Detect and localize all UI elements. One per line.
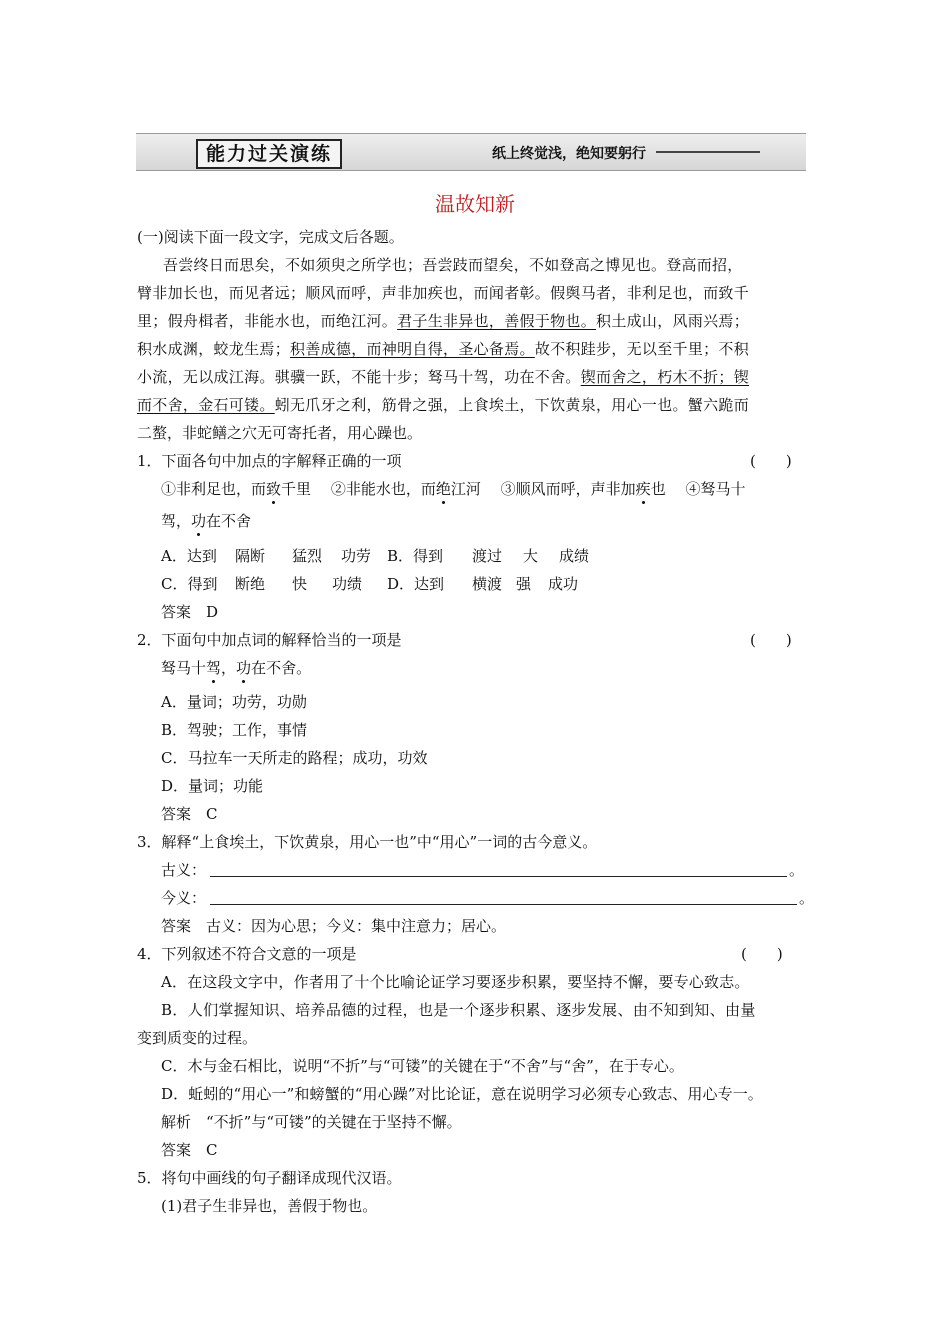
banner-decor-line <box>656 151 760 153</box>
sub-question-1: (1)君子生非异也，善假于物也。 <box>161 1197 378 1215</box>
item-text: ①非利足也，而 <box>161 480 267 498</box>
option-text: 成功 <box>548 575 579 593</box>
option-text: 隔断 <box>235 547 266 565</box>
option-text: 强 <box>516 575 532 593</box>
option-text: 猛烈 <box>292 547 323 565</box>
banner-title: 能力过关演练 <box>196 139 342 169</box>
part-intro: (一)阅读下面一段文字，完成文后各题。 <box>137 228 404 246</box>
option-text: 横渡 <box>472 575 503 593</box>
banner-slogan: 纸上终觉浅，绝知要躬行 <box>492 146 646 162</box>
passage-text: 积水成渊，蛟龙生焉； <box>137 340 291 358</box>
passage-line: 臂非加长也，而见者远；顺风而呼，声非加疾也，而闻者彰。假舆马者，非利足也，而致千 <box>137 284 750 302</box>
item-text: ④驽马十 <box>685 480 746 498</box>
option-text: C．得到 <box>161 575 218 593</box>
modern-meaning-label: 今义： <box>161 889 207 907</box>
underlined-sentence: 锲而舍之，朽木不折；锲 <box>580 368 750 386</box>
item-text: 千里 <box>281 480 312 498</box>
passage-text: 故不积跬步，无以至千里；不积 <box>534 340 750 358</box>
passage-line <box>137 310 813 332</box>
option-a: A．在这段文字中，作者用了十个比喻论证学习要逐步积累，要坚持不懈，要专心致志。 <box>161 973 750 991</box>
analysis-line: 解析 “不折”与“可镂”的关键在于坚持不懈。 <box>161 1113 462 1131</box>
question-stem: 3．解释“上食埃土，下饮黄泉，用心一也”中“用心”一词的古今意义。 <box>137 833 598 851</box>
option-c: C．马拉车一天所走的路程；成功，功效 <box>161 749 428 767</box>
dotted-char: 功 <box>236 659 252 677</box>
option-text: 快 <box>292 575 308 593</box>
option-b: B．驾驶；工作，事情 <box>161 721 308 739</box>
item-text: 在不舍 <box>206 512 252 530</box>
answer-line: 答案 D <box>161 603 219 621</box>
dotted-char: 致 <box>266 480 282 498</box>
sentence-text: 在不舍。 <box>251 659 312 677</box>
answer-bracket: ( ) <box>741 945 783 963</box>
sentence-text: 驽马十 <box>161 659 207 677</box>
option-text: 断绝 <box>235 575 266 593</box>
dotted-char: 驾 <box>206 659 222 677</box>
option-text: 渡过 <box>472 547 503 565</box>
item-text: ③顺风而呼，声非加 <box>500 480 636 498</box>
item-text: 驾， <box>161 512 192 530</box>
q2-sentence <box>161 657 311 679</box>
option-b-cont: 变到质变的过程。 <box>137 1029 258 1047</box>
q1-item-line <box>161 510 251 532</box>
answer-line: 答案 C <box>161 1141 218 1159</box>
option-d: D．蚯蚓的“用心一”和螃蟹的“用心躁”对比论证，意在说明学习必须专心致志、用心专一。 <box>161 1085 763 1103</box>
q1-options-ab <box>161 545 589 567</box>
passage-text: 里；假舟楫者，非能水也，而绝江河。 <box>137 312 398 330</box>
underlined-sentence: 积善成德，而神明自得，圣心备焉。 <box>290 340 535 358</box>
option-text: B．得到 <box>387 547 444 565</box>
passage-line: 二螯，非蛇鳝之穴无可寄托者，用心躁也。 <box>137 424 423 442</box>
answer-bracket: ( ) <box>750 631 792 649</box>
passage-text: 蚓无爪牙之利，筋骨之强，上食埃土，下饮黄泉，用心一也。蟹六跪而 <box>274 396 750 414</box>
sentence-text: ， <box>221 659 237 677</box>
passage-line <box>137 366 813 388</box>
question-stem: 1．下面各句中加点的字解释正确的一项 <box>137 452 402 470</box>
option-text: 功绩 <box>332 575 363 593</box>
question-stem: 4．下列叙述不符合文意的一项是 <box>137 945 357 963</box>
dotted-char: 疾 <box>635 480 651 498</box>
option-text: 大 <box>523 547 539 565</box>
q1-item-line <box>161 478 746 500</box>
passage-text: 积土成山，风雨兴焉； <box>596 312 750 330</box>
answer-blank[interactable] <box>210 904 797 905</box>
end-mark: 。 <box>789 861 805 879</box>
option-text: D．达到 <box>387 575 445 593</box>
underlined-sentence: 君子生非异也，善假于物也。 <box>397 312 597 330</box>
option-text: 成绩 <box>559 547 590 565</box>
answer-bracket: ( ) <box>750 452 792 470</box>
end-mark: 。 <box>799 889 815 907</box>
option-d: D．量词；功能 <box>161 777 264 795</box>
option-b: B．人们掌握知识、培养品德的过程，也是一个逐步积累、逐步发展、由不知到知、由量 <box>161 1001 756 1019</box>
passage-line <box>137 394 813 416</box>
item-text: 江河 <box>450 480 481 498</box>
item-text: ②非能水也，而 <box>330 480 436 498</box>
answer-line: 答案 C <box>161 805 218 823</box>
option-c: C．木与金石相比，说明“不折”与“可镂”的关键在于“不舍”与“舍”，在于专心。 <box>161 1057 684 1075</box>
passage-line: 吾尝终日而思矣，不如须臾之所学也；吾尝跂而望矣，不如登高之博见也。登高而招， <box>163 256 743 274</box>
passage-text: 小流，无以成江海。骐骥一跃，不能十步；驽马十驾，功在不舍。 <box>137 368 581 386</box>
answer-blank[interactable] <box>210 876 787 877</box>
answer-line: 答案 古义：因为心思；今义：集中注意力；居心。 <box>161 917 507 935</box>
option-text: 功劳 <box>341 547 372 565</box>
option-text: A．达到 <box>161 547 217 565</box>
item-text: 也 <box>650 480 666 498</box>
section-title: 温故知新 <box>435 192 515 216</box>
underlined-sentence: 而不舍，金石可镂。 <box>137 396 275 414</box>
ancient-meaning-label: 古义： <box>161 861 207 879</box>
passage-line <box>137 338 813 360</box>
question-stem: 5．将句中画线的句子翻译成现代汉语。 <box>137 1169 402 1187</box>
q1-options-cd <box>161 573 578 595</box>
option-a: A．量词；功劳，功勋 <box>161 693 307 711</box>
question-stem: 2．下面句中加点词的解释恰当的一项是 <box>137 631 402 649</box>
dotted-char: 功 <box>191 512 207 530</box>
dotted-char: 绝 <box>435 480 451 498</box>
header-banner <box>136 133 806 171</box>
